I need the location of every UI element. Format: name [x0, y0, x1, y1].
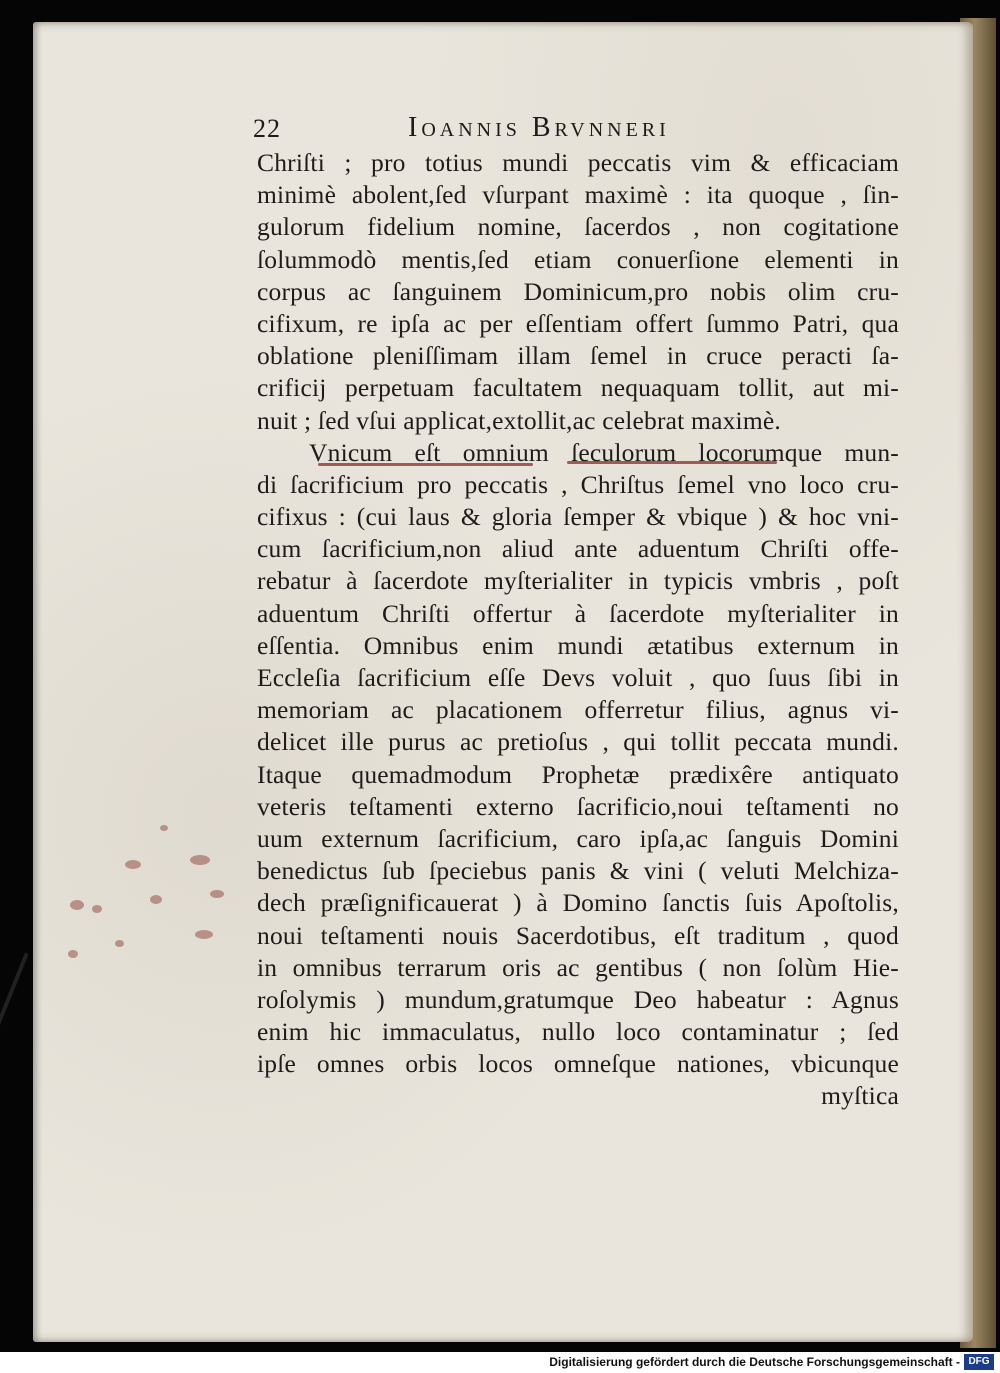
- text-line: cifixus : (cui laus & gloria ſemper & vbique ) & hoc vni-: [257, 502, 899, 532]
- text-line: roſolymis ) mundum,gratumque Deo habeatur : Agnus: [257, 984, 899, 1014]
- text-line: memoriam ac placationem offerretur filius, agnus vi-: [257, 695, 899, 725]
- page-header: [253, 112, 897, 142]
- text-line: in omnibus terrarum oris ac gentibus ( non ſolùm Hie-: [257, 952, 899, 982]
- ink-stain: [68, 950, 78, 958]
- pencil-mark: [0, 953, 29, 1038]
- text-line: Vnicum eſt omnium ſeculorum locorumque mun-: [309, 437, 899, 467]
- text-line: oblatione pleniſſimam illam ſemel in cruce peracti ſa-: [257, 341, 899, 371]
- ink-stain: [115, 940, 124, 947]
- text-line: veteris teſtamenti externo ſacrificio,noui teſtamenti no: [257, 791, 899, 821]
- page-number: 22: [253, 114, 281, 143]
- funding-credit: Digitalisierung gefördert durch die Deutsche Forschungsgemeinschaft -: [549, 1355, 960, 1369]
- text-line: dech præſignificauerat ) à Domino ſanctis ſuis Apoſtolis,: [257, 888, 899, 918]
- text-line: crificij perpetuam facultatem nequaquam tollit, aut mi-: [257, 373, 899, 403]
- text-line: nuit ; ſed vſui applicat,extollit,ac celebrat maximè.: [257, 405, 781, 435]
- text-line: di ſacrificium pro peccatis , Chriſtus ſemel vno loco cru-: [257, 469, 899, 499]
- text-line: benedictus ſub ſpeciebus panis & vini ( veluti Melchiza-: [257, 856, 899, 886]
- text-line: cifixum, re ipſa ac per eſſentiam offert ſummo Patri, qua: [257, 308, 899, 338]
- ink-stain: [160, 825, 168, 831]
- text-line: Itaque quemadmodum Prophetæ prædixêre antiquato: [257, 759, 899, 789]
- text-line: Chriſti ; pro totius mundi peccatis vim & efficaciam: [257, 148, 899, 177]
- body-text: [257, 147, 899, 1113]
- text-line: Eccleſia ſacrificium eſſe Devs voluit , quo ſuus ſibi in: [257, 663, 899, 692]
- ink-stain: [210, 890, 224, 898]
- dfg-logo-icon: DFG: [964, 1354, 994, 1370]
- ink-stain: [125, 860, 141, 869]
- text-line: delicet ille purus ac pretioſus , qui tollit peccata mundi.: [257, 727, 899, 757]
- text-line: minimè abolent,ſed vſurpant maximè : ita quoque , ſin-: [257, 180, 899, 210]
- text-line: rebatur à ſacerdote myſterialiter in typicis vmbris , poſt: [257, 566, 899, 596]
- ink-stain: [190, 855, 210, 865]
- ink-stain: [195, 930, 213, 939]
- text-line: cum ſacrificium,non aliud ante aduentum Chriſti offe-: [257, 534, 899, 564]
- ink-stain: [70, 900, 84, 910]
- text-line: uum externum ſacrificium, caro ipſa,ac ſanguis Domini: [257, 823, 899, 853]
- text-line: ipſe omnes orbis locos omneſque nationes, vbicunque: [257, 1049, 899, 1079]
- ink-stain: [150, 895, 162, 904]
- text-line: noui teſtamenti nouis Sacerdotibus, eſt traditum , quod: [257, 920, 899, 950]
- text-line: corpus ac ſanguinem Dominicum,pro nobis olim cru-: [257, 276, 899, 306]
- ink-stain: [92, 905, 102, 913]
- text-line: eſſentia. Omnibus enim mundi ætatibus externum in: [257, 630, 899, 660]
- text-line: aduentum Chriſti offertur à ſacerdote myſterialiter in: [257, 598, 899, 628]
- text-line: enim hic immaculatus, nullo loco contaminatur ; ſed: [257, 1017, 899, 1047]
- footer-bar: [0, 1352, 1000, 1373]
- text-line: gulorum fidelium nomine, ſacerdos , non cogitatione: [257, 212, 899, 242]
- text-line: ſolummodò mentis,ſed etiam conuerſione elementi in: [257, 244, 899, 274]
- running-title: Ioannis Brvnneri: [408, 112, 670, 143]
- catchword: myſtica: [821, 1081, 899, 1111]
